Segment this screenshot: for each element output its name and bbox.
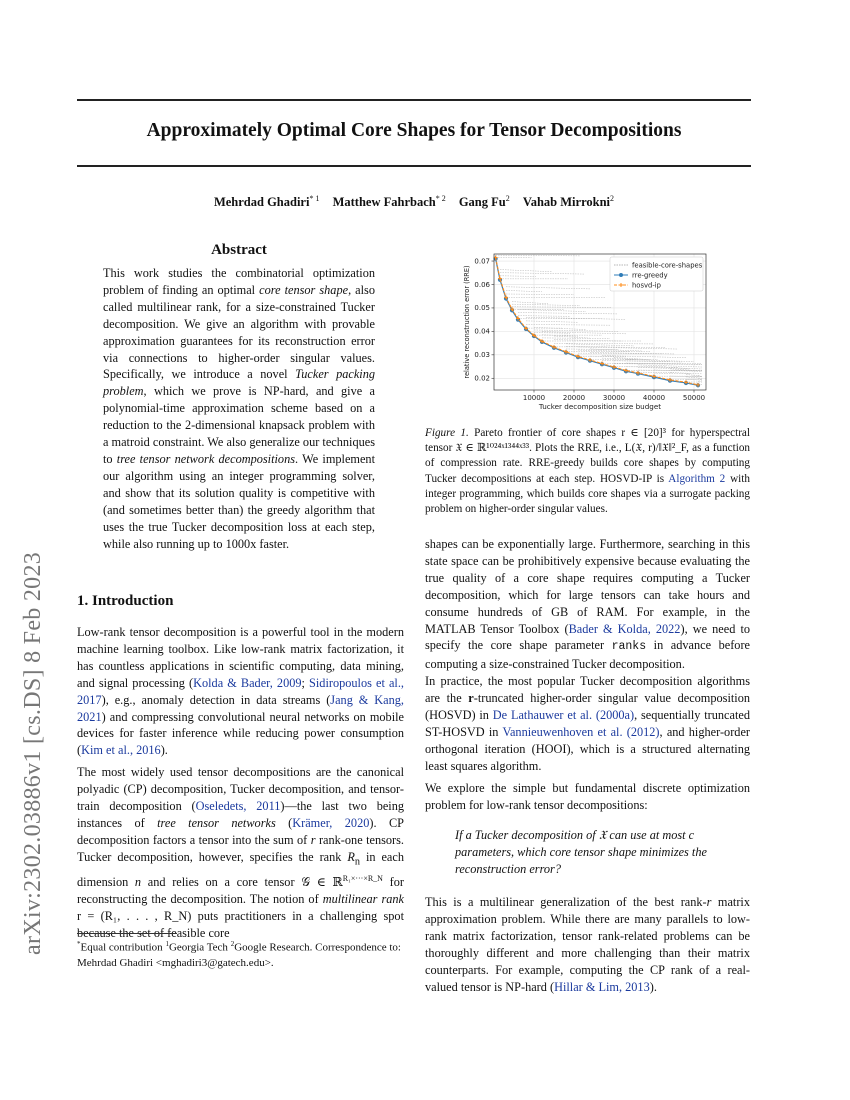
citation-link[interactable]: Oseledets, 2011 (195, 798, 281, 813)
y-tick-label: 0.03 (474, 351, 490, 360)
x-tick-label: 20000 (562, 394, 586, 402)
y-tick-label: 0.02 (474, 374, 490, 383)
section-heading-introduction: 1. Introduction (77, 593, 174, 609)
feasible-core-shapes-mark (500, 276, 536, 277)
y-axis-label: relative reconstruction error (RRE) (463, 265, 471, 379)
intro-paragraph-2: The most widely used tensor decompositions are the canonical polyadic (CP) decomposition, Tucker decomposition, and tensor-train decomposition (Oseledets, 2011)—the last two being instances of tree tensor networks (Krämer, 2020). CP decomposition factors a tensor into the sum of r rank-one tensors. Tucker decomposition, however, specifies the rank $R_n$ in each dimension n and relies on a core tensor 𝒢 ∈ ℝ$^{R_1\times\cdot\cdot\cdot\times R\_N}$ for reconstructing the decomposition. The notion of multilinear rank r = (R₁, . . . , R_N) puts practitioners in a challenging spot because the set of feasible core (77, 765, 405, 940)
right-paragraph-3: We explore the simple but fundamental discrete optimization problem for low-rank tensor decompositions: (425, 781, 750, 812)
feasible-core-shapes-mark (554, 336, 590, 338)
right-paragraph-4: This is a multilinear generalization of the best rank-r matrix approximation problem. While there are many parallels to low-rank matrix factorization, tensor rank-related problems can be thoroughly different and more challenging than their matrix counterparts. For example, computing the CP rank of a real-valued tensor is NP-hard (Hillar & Lim, 2013). (425, 895, 750, 994)
paper-title: Approximately Optimal Core Shapes for Tensor Decompositions (146, 120, 682, 141)
citation-link[interactable]: Kim et al., 2016 (81, 743, 161, 758)
author: Matthew Fahrbach$^{* 2}$ (332, 194, 446, 210)
feasible-core-shapes-mark (506, 294, 574, 295)
legend-marker (619, 273, 623, 277)
feasible-core-shapes-mark (506, 287, 590, 289)
feasible-core-shapes-mark (526, 317, 626, 319)
feasible-core-shapes-mark (654, 373, 690, 374)
feasible-core-shapes-mark (500, 273, 584, 274)
feasible-core-shapes-mark (518, 309, 586, 311)
problem-statement: If a Tucker decomposition of 𝔛 can use at most c parameters, which core tensor shape minimizes the reconstruction error? (455, 828, 707, 876)
feasible-core-shapes-mark (512, 307, 612, 308)
legend-label: rre-greedy (632, 271, 668, 280)
x-tick-label: 30000 (602, 394, 626, 402)
feasible-core-shapes-mark (496, 255, 580, 256)
citation-link[interactable]: Jang & Kang, 2021 (77, 692, 404, 724)
y-tick-label: 0.04 (474, 327, 490, 336)
feasible-core-shapes-mark (500, 270, 552, 272)
feasible-core-shapes-mark (542, 338, 610, 339)
author: Vahab Mirrokni$^2$ (522, 194, 615, 210)
y-tick-label: 0.05 (474, 304, 490, 313)
footnote-rule (77, 933, 177, 934)
intro-paragraph-1: Low-rank tensor decomposition is a powerful tool in the modern machine learning toolbox. Like low-rank matrix factorization, it has countless applications in scientific computing, data mining, and signal processing (Kolda & Bader, 2009; Sidiropoulos et al., 2017), e.g., anomaly detection in data streams (Jang & Kang, 2021) and compressing convolutional neural networks on mobile devices for faster inference while reducing power consumption (Kim et al., 2016). (77, 625, 404, 758)
author: Gang Fu$^2$ (458, 194, 510, 210)
citation-link[interactable]: Kolda & Bader, 2009 (193, 675, 302, 690)
feasible-core-shapes-mark (566, 344, 634, 346)
figure-1-chart (462, 250, 712, 418)
feasible-core-shapes-mark (512, 304, 580, 305)
feasible-core-shapes-mark (518, 316, 570, 317)
title-bottom-rule (77, 165, 751, 167)
abstract-body: This work studies the combinatorial optimization problem of finding an optimal core tensor shape, also called multilinear rank, for a size-constrained Tucker decomposition. We give an algorithm with provable approximation guarantees for its reconstruction error via connections to higher-order singular values. Specifically, we introduce a novel Tucker packing problem, which we prove is NP-hard, and give a polynomial-time approximation scheme based on a reduction to the 2-dimensional knapsack problem with a matroid constraint. We also generalize our techniques to tree tensor network decompositions. We implement our algorithm using an integer programming solver, and show that its solution quality is competitive with (and sometimes better than) the greedy algorithm that uses the true Tucker decomposition loss at each step, while also running up to 1000x faster. (103, 266, 375, 551)
top-rule (77, 99, 751, 101)
citation-link[interactable]: Bader & Kolda, 2022 (568, 621, 681, 636)
feasible-core-shapes-mark (590, 353, 674, 354)
algorithm-link[interactable]: Algorithm 2 (668, 472, 726, 485)
right-paragraph-2: In practice, the most popular Tucker decomposition algorithms are the r-truncated higher-order singular value decomposition (HOSVD) in De Lathauwer et al. (2000a), sequentially truncated ST-HOSVD in Vannieuwenhoven et al. (2012), and higher-order orthogonal iteration (HOOI), which is a structured alternating least squares algorithm. (425, 674, 750, 773)
x-tick-label: 40000 (642, 394, 666, 402)
feasible-core-shapes-mark (506, 290, 542, 291)
feasible-core-shapes-mark (512, 302, 548, 304)
x-tick-label: 50000 (682, 394, 706, 402)
feasible-core-shapes-mark (578, 347, 678, 349)
feasible-core-shapes-mark (534, 333, 570, 334)
arxiv-identifier: arXiv:2302.03886v1 [cs.DS] 8 Feb 2023 (20, 551, 46, 955)
citation-link[interactable]: Sidiropoulos et al., 2017 (77, 675, 404, 707)
footnote: *Equal contribution $^1$Georgia Tech $^2$Google Research. Correspondence to: Mehrdad Ghadiri <mghadiri3@gatech.edu>. (77, 940, 401, 969)
feasible-core-shapes-mark (602, 361, 670, 362)
y-tick-label: 0.06 (474, 280, 490, 289)
figure-1-caption: Figure 1. Pareto frontier of core shapes r ∈ [20]³ for hyperspectral tensor 𝔛 ∈ ℝ¹⁰²⁴ˣ¹³⁴⁴ˣ³³. Plots the RRE, i.e., L(𝔛, r)/‖𝔛‖²_F, as a function of compression rate. RRE-greedy builds core shapes by computing Tucker decompositions at each step. HOSVD-IP is Algorithm 2 with integer programming, which builds core shapes via a surrogate packing problem on higher-order singular values. (425, 427, 751, 516)
x-tick-label: 10000 (522, 394, 546, 402)
y-tick-label: 0.07 (474, 257, 490, 266)
feasible-core-shapes-mark (534, 327, 586, 329)
citation-link[interactable]: De Lathauwer et al. (2000a) (492, 707, 635, 722)
citation-link[interactable]: Hillar & Lim, 2013 (554, 979, 650, 994)
feasible-core-shapes-mark (526, 324, 610, 325)
citation-link[interactable]: Krämer, 2020 (292, 815, 370, 830)
author: Mehrdad Ghadiri$^{* 1}$ (213, 194, 320, 210)
citation-link[interactable]: Vannieuwenhoven et al. (2012) (502, 724, 660, 739)
abstract-heading: Abstract (211, 242, 267, 258)
feasible-core-shapes-mark (578, 350, 630, 351)
x-axis-label: Tucker decomposition size budget (538, 402, 662, 411)
feasible-core-shapes-mark (590, 349, 642, 351)
author-list (77, 194, 751, 210)
legend-label: feasible-core-shapes (632, 261, 703, 270)
feasible-core-shapes-mark (518, 313, 618, 314)
feasible-core-shapes-mark (626, 367, 678, 368)
legend-label: hosvd-ip (632, 281, 661, 290)
right-paragraph-1: shapes can be exponentially large. Furthermore, searching in this state space can be prohibitively expensive because evaluating the true quality of a core shape requires computing a Tucker decomposition, which for large tensors can take hours and consume hundreds of GB of RAM. For example, in the MATLAB Tensor Toolbox (Bader & Kolda, 2022), we need to specify the core shape parameter ranks in advance before computing a size-constrained Tucker decomposition. (425, 537, 751, 672)
plot-area (463, 254, 706, 411)
